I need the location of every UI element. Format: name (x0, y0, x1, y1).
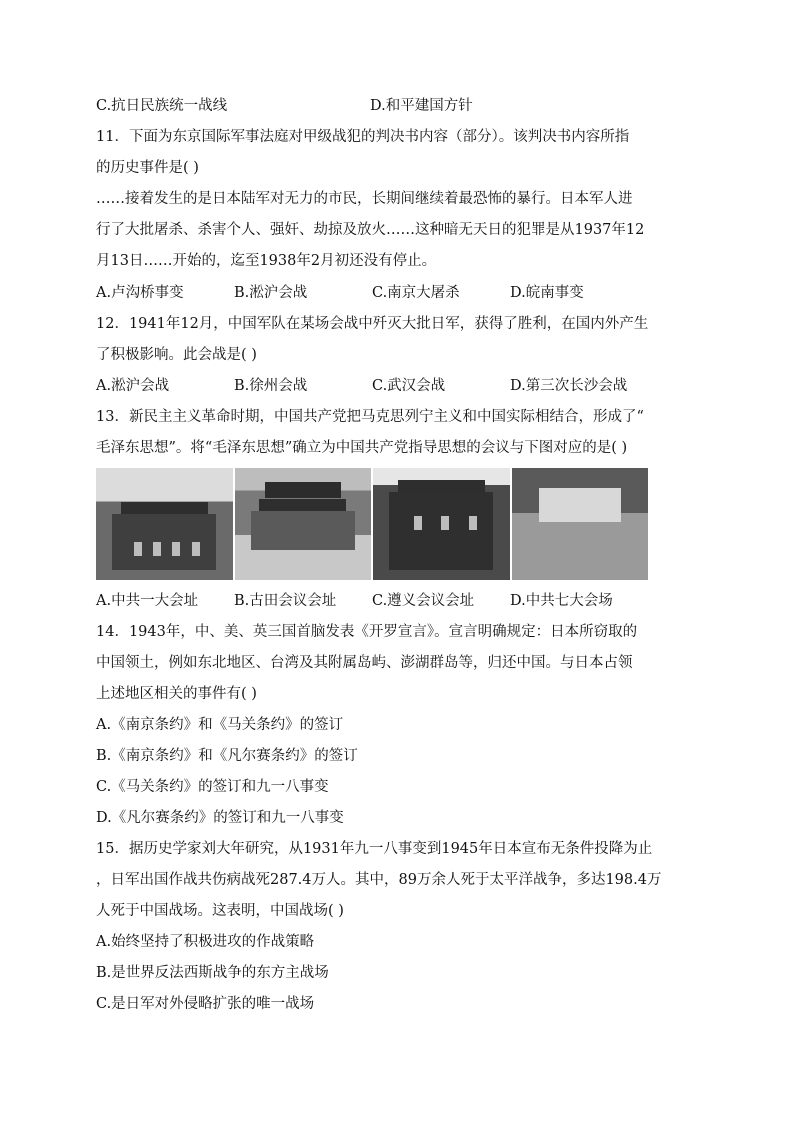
photo-gutian-meeting-site (235, 468, 372, 580)
q11-quote-line-2: 行了大批屠杀、杀害个人、强奸、劫掠及放火……这种暗无天日的犯罪是从1937年12 (96, 222, 645, 238)
q15-option-a: A.始终坚持了积极进攻的作战策略 (96, 934, 315, 950)
q13-stem-line-2: 毛泽东思想”。将“毛泽东思想”确立为中国共产党指导思想的会议与下图对应的是( ) (96, 440, 628, 456)
q11-option-c: C.南京大屠杀 (372, 285, 460, 301)
q11-stem-line-2: 的历史事件是( ) (96, 160, 199, 176)
q13-option-b: B.古田会议会址 (234, 593, 337, 609)
q15-option-c: C.是日军对外侵略扩张的唯一战场 (96, 996, 315, 1012)
q15-stem-line-2: ，日军出国作战共伤病战死287.4万人。其中，89万余人死于太平洋战争，多达198.4万 (96, 872, 662, 888)
photo-seventh-congress-hall (512, 468, 649, 580)
q11-option-a: A.卢沟桥事变 (96, 285, 184, 301)
q12-option-b: B.徐州会战 (234, 378, 308, 394)
q14-stem-line-1: 14．1943年，中、美、英三国首脑发表《开罗宣言》。宣言明确规定：日本所窃取的 (96, 624, 638, 640)
q14-stem-line-2: 中国领土，例如东北地区、台湾及其附属岛屿、澎湖群岛等，归还中国。与日本占领 (96, 655, 633, 671)
q13-option-c: C.遵义会议会址 (372, 593, 475, 609)
q14-option-a: A.《南京条约》和《马关条约》的签订 (96, 717, 344, 733)
q12-option-c: C.武汉会战 (372, 378, 446, 394)
q13-option-a: A.中共一大会址 (96, 593, 199, 609)
q14-option-c: C.《马关条约》的签订和九一八事变 (96, 779, 329, 795)
q12-option-a: A.淞沪会战 (96, 378, 170, 394)
q10-option-c: C.抗日民族统一战线 (96, 98, 228, 114)
q15-option-b: B.是世界反法西斯战争的东方主战场 (96, 965, 329, 981)
q12-stem-line-2: 了积极影响。此会战是( ) (96, 347, 257, 363)
q15-stem-line-1: 15．据历史学家刘大年研究，从1931年九一八事变到1945年日本宣布无条件投降为止 (96, 841, 653, 857)
q10-option-d: D.和平建国方针 (370, 98, 473, 114)
q11-quote-line-1: ……接着发生的是日本陆军对无力的市民，长期间继续着最恐怖的暴行。日本军人进 (96, 191, 633, 207)
q14-stem-line-3: 上述地区相关的事件有( ) (96, 686, 257, 702)
q14-option-b: B.《南京条约》和《凡尔赛条约》的签订 (96, 748, 358, 764)
q12-stem-line-1: 12．1941年12月，中国军队在某场会战中歼灭大批日军，获得了胜利，在国内外产生 (96, 316, 649, 332)
q13-photo-strip (96, 468, 648, 580)
q12-option-d: D.第三次长沙会战 (510, 378, 628, 394)
q11-option-b: B.淞沪会战 (234, 285, 308, 301)
q11-quote-line-3: 月13日……开始的，迄至1938年2月初还没有停止。 (96, 253, 437, 269)
q11-option-d: D.皖南事变 (510, 285, 584, 301)
photo-first-congress-site (96, 468, 233, 580)
q14-option-d: D.《凡尔赛条约》的签订和九一八事变 (96, 810, 344, 826)
photo-zunyi-meeting-site (373, 468, 510, 580)
q11-stem-line-1: 11．下面为东京国际军事法庭对甲级战犯的判决书内容（部分）。该判决书内容所指 (96, 129, 630, 145)
q15-stem-line-3: 人死于中国战场。这表明，中国战场( ) (96, 903, 344, 919)
q13-option-d: D.中共七大会场 (510, 593, 613, 609)
q13-stem-line-1: 13．新民主主义革命时期，中国共产党把马克思列宁主义和中国实际相结合，形成了“ (96, 409, 644, 425)
